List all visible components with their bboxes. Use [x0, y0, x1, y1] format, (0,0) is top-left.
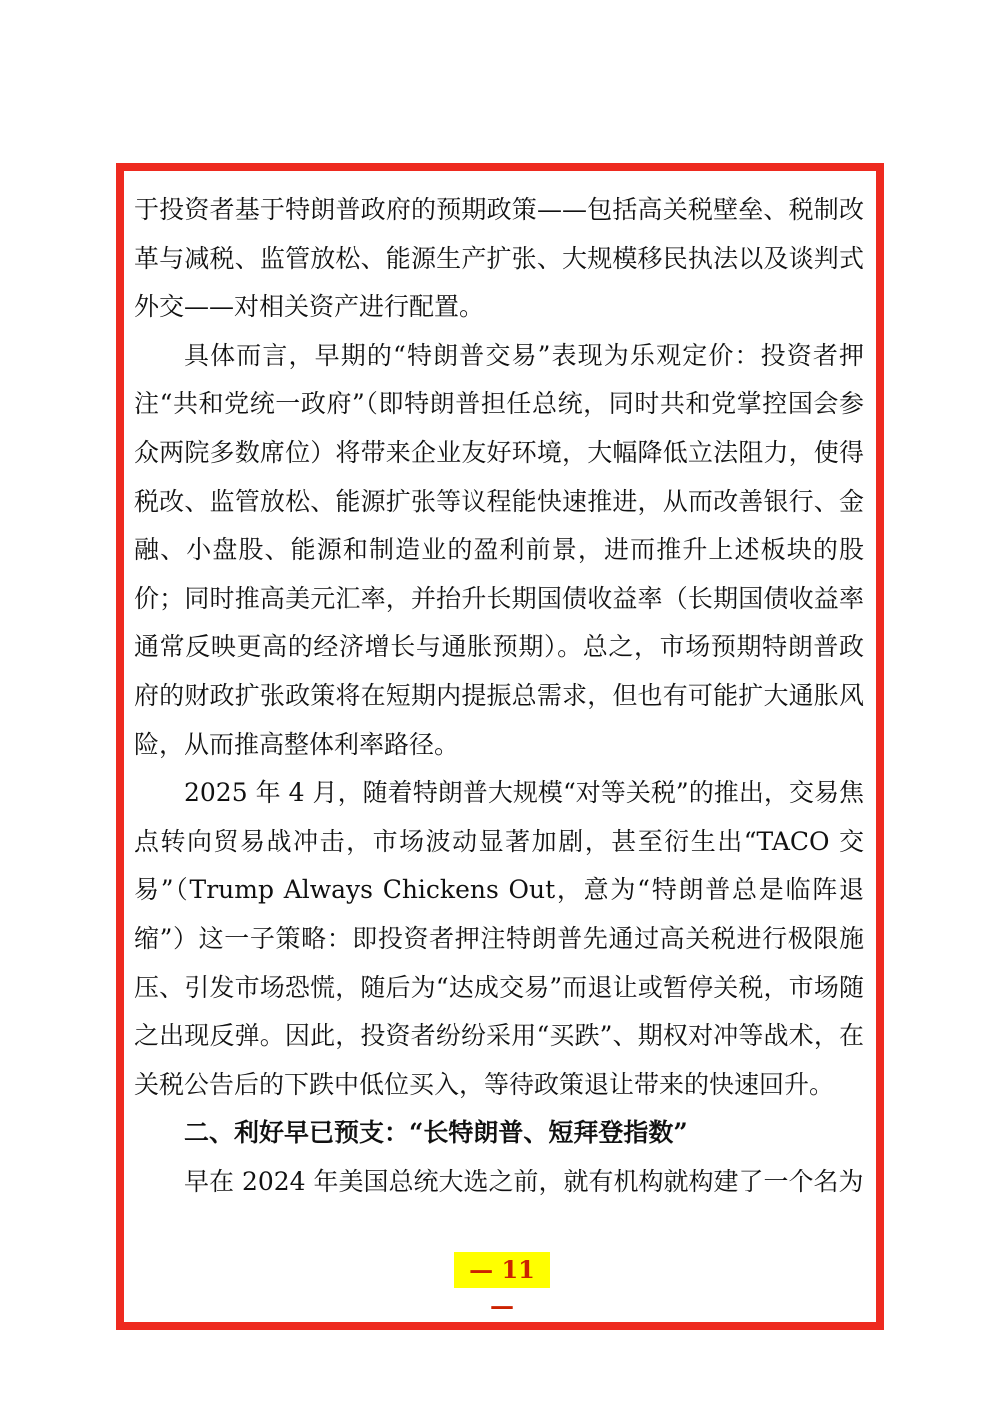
- paragraph-index-intro: 早在 2024 年美国总统大选之前，就有机构就构建了一个名为: [184, 1166, 864, 1196]
- document-body: [134, 186, 864, 1206]
- paragraph-early-trump-trade: 具体而言，早期的“特朗普交易”表现为乐观定价：投资者押注“共和党统一政府”（即特朗普担任总统，同时共和党掌控国会参众两院多数席位）将带来企业友好环境，大幅降低立法阻力，使得税改、监管放松、能源扩张等议程能快速推进，从而改善银行、金融、小盘股、能源和制造业的盈利前景，进而推升上述板块的股价；同时推高美元汇率，并抬升长期国债收益率（长期国债收益率通常反映更高的经济增长与通胀预期）。总之，市场预期特朗普政府的财政扩张政策将在短期内提振总需求，但也有可能扩大通胀风险，从而推高整体利率路径。: [134, 340, 864, 759]
- paragraph-continued: 于投资者基于特朗普政府的预期政策——包括高关税壁垒、税制改革与减税、监管放松、能源生产扩张、大规模移民执法以及谈判式外交——对相关资产进行配置。: [134, 195, 864, 322]
- page-number: — 11 —: [454, 1252, 550, 1288]
- section-heading: 二、利好早已预支：“长特朗普、短拜登指数”: [184, 1118, 688, 1148]
- paragraph-taco-trade: 2025 年 4 月，随着特朗普大规模“对等关税”的推出，交易焦点转向贸易战冲击，市场波动显著加剧，甚至衍生出“TACO 交易”（Trump Always Chickens Out，意为“特朗普总是临阵退缩”）这一子策略：即投资者押注特朗普先通过高关税进行极限施压、引发市场恐慌，随后为“达成交易”而退让或暂停关税，市场随之出现反弹。因此，投资者纷纷采用“买跌”、期权对冲等战术，在关税公告后的下跌中低位买入，等待政策退让带来的快速回升。: [134, 778, 864, 1099]
